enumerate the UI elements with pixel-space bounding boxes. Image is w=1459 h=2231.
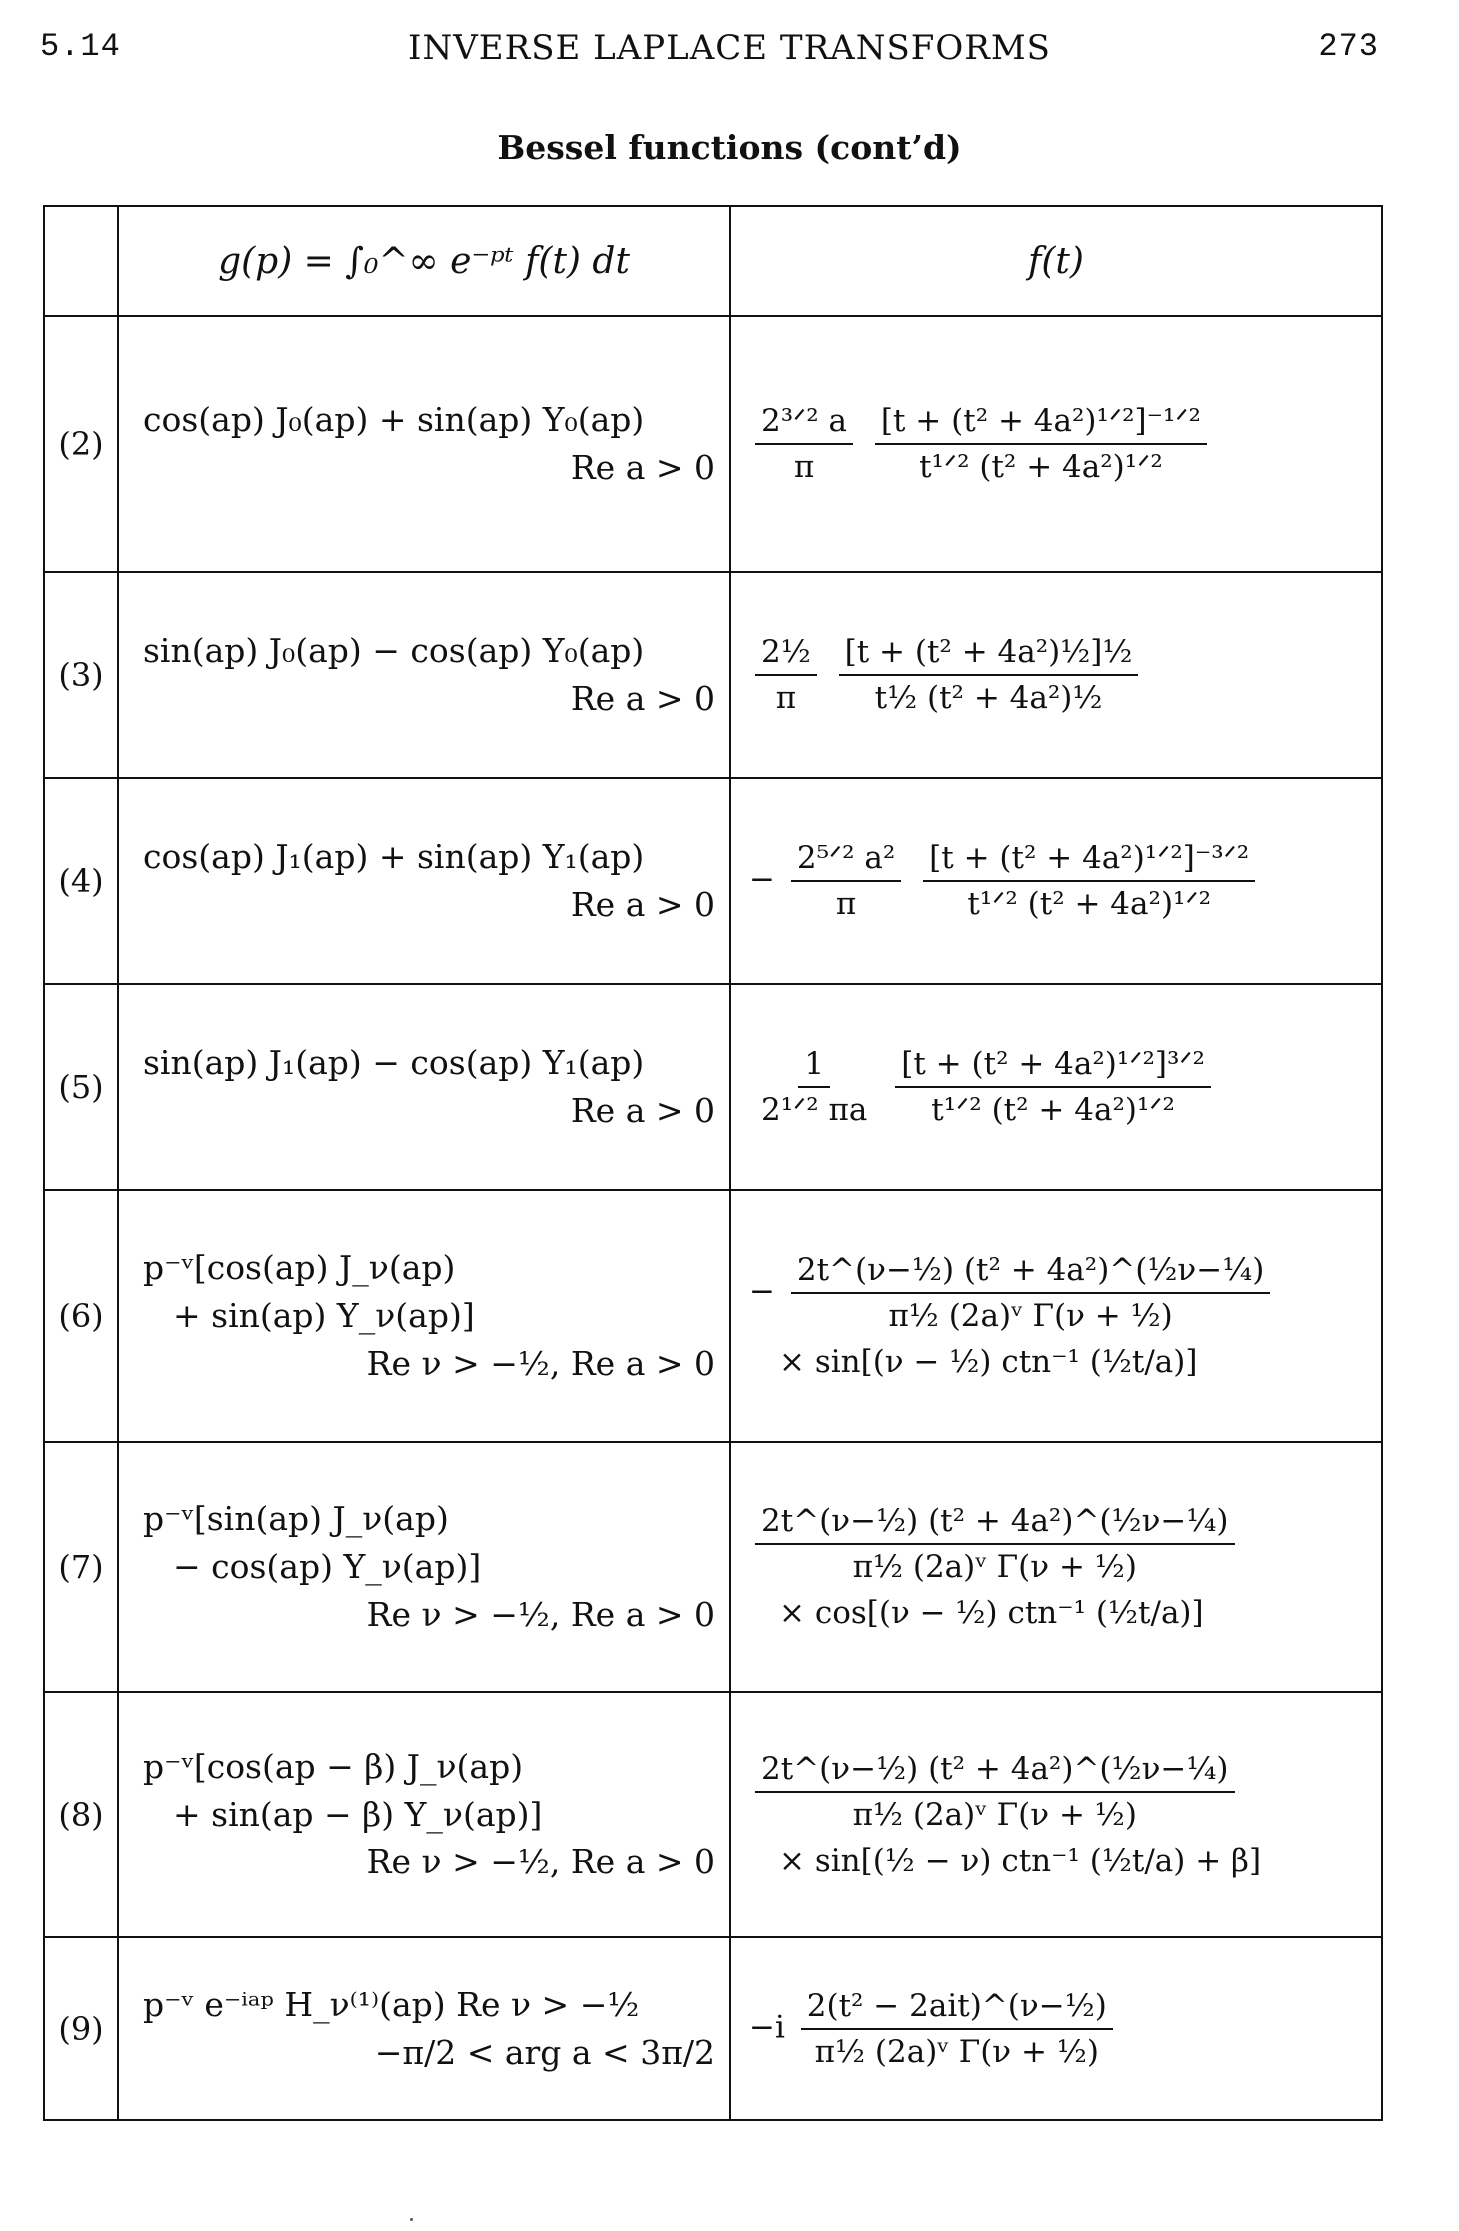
transform-table [43, 205, 1383, 2121]
print-speck [410, 2218, 413, 2221]
header-f-of-t: f(t) [730, 206, 1382, 316]
f-extra-factor: × sin[(½ − ν) ctn⁻¹ (½t/a) + β] [779, 1842, 1262, 1879]
table-row [44, 316, 1382, 572]
g-condition: Re a > 0 [570, 885, 715, 924]
g-cell [118, 316, 730, 572]
table-header-row [44, 206, 1382, 316]
f-coefficient [791, 840, 901, 922]
coef-denominator: π [775, 680, 797, 716]
header-g-of-p: g(p) = ∫₀^∞ e⁻ᵖᵗ f(t) dt [118, 206, 730, 316]
f-fraction [923, 840, 1255, 922]
f-coefficient [755, 634, 817, 716]
g-expression: sin(ap) J₁(ap) − cos(ap) Y₁(ap) [143, 1043, 645, 1083]
coef-numerator: 2³ᐟ² a [755, 403, 853, 445]
f-numerator: [t + (t² + 4a²)¹ᐟ²]⁻³ᐟ² [923, 840, 1255, 882]
g-condition: Re ν > −½, Re a > 0 [366, 1343, 715, 1383]
f-coefficient [755, 1046, 873, 1128]
g-condition: −π/2 < arg a < 3π/2 [374, 2032, 715, 2072]
f-cell [730, 1692, 1382, 1937]
f-denominator: π½ (2a)ᵛ Γ(ν + ½) [852, 1549, 1137, 1585]
g-condition: Re a > 0 [570, 1091, 715, 1130]
row-number: (7) [44, 1442, 118, 1692]
table-subtitle: Bessel functions (cont’d) [497, 128, 962, 167]
f-cell [730, 1442, 1382, 1692]
f-fraction [839, 634, 1139, 716]
f-denominator: t½ (t² + 4a²)½ [874, 680, 1103, 716]
g-cell [118, 1442, 730, 1692]
g-expression-continued: + sin(ap − β) Y_ν(ap)] [173, 1794, 543, 1834]
f-numerator: 2t^(ν−½) (t² + 4a²)^(½ν−¼) [755, 1751, 1235, 1793]
g-condition: Re a > 0 [570, 679, 715, 718]
g-cell [118, 984, 730, 1190]
f-numerator: [t + (t² + 4a²)½]½ [839, 634, 1139, 676]
page-number: 273 [1318, 28, 1379, 65]
f-fraction [791, 1252, 1271, 1334]
table-row [44, 1692, 1382, 1937]
row-number: (4) [44, 778, 118, 984]
row-number: (6) [44, 1190, 118, 1442]
row-number: (9) [44, 1937, 118, 2120]
g-expression-continued: − cos(ap) Y_ν(ap)] [173, 1547, 482, 1587]
coef-denominator: 2¹ᐟ² πa [761, 1092, 868, 1128]
f-sign: − [749, 1273, 775, 1310]
f-sign: −i [749, 2009, 785, 2045]
g-expression-continued: + sin(ap) Y_ν(ap)] [173, 1296, 475, 1336]
f-extra-factor: × sin[(ν − ½) ctn⁻¹ (½t/a)] [779, 1344, 1198, 1380]
f-fraction [755, 1503, 1235, 1585]
f-denominator: π½ (2a)ᵛ Γ(ν + ½) [814, 2033, 1099, 2070]
f-sign: − [749, 861, 775, 898]
f-cell [730, 1937, 1382, 2120]
f-cell [730, 316, 1382, 572]
g-expression: cos(ap) J₁(ap) + sin(ap) Y₁(ap) [143, 837, 645, 877]
f-extra-factor: × cos[(ν − ½) ctn⁻¹ (½t/a)] [779, 1595, 1204, 1631]
f-denominator: π½ (2a)ᵛ Γ(ν + ½) [888, 1298, 1173, 1334]
running-title: INVERSE LAPLACE TRANSFORMS [408, 28, 1051, 68]
section-number: 5.14 [40, 28, 121, 65]
f-numerator: 2t^(ν−½) (t² + 4a²)^(½ν−¼) [755, 1503, 1235, 1545]
g-expression: p⁻ᵛ[cos(ap − β) J_ν(ap) [143, 1746, 524, 1786]
g-cell [118, 1190, 730, 1442]
g-expression: cos(ap) J₀(ap) + sin(ap) Y₀(ap) [143, 400, 645, 440]
f-denominator: t¹ᐟ² (t² + 4a²)¹ᐟ² [931, 1092, 1175, 1128]
g-expression: p⁻ᵛ[sin(ap) J_ν(ap) [143, 1499, 449, 1539]
f-denominator: π½ (2a)ᵛ Γ(ν + ½) [852, 1796, 1137, 1833]
coef-numerator: 1 [798, 1046, 830, 1088]
table-row [44, 572, 1382, 778]
g-cell [118, 572, 730, 778]
g-condition: Re a > 0 [570, 448, 715, 487]
g-condition: Re ν > −½, Re a > 0 [366, 1842, 715, 1882]
f-fraction [875, 403, 1207, 485]
g-expression: p⁻ᵛ e⁻ⁱᵃᵖ H_ν⁽¹⁾(ap) Re ν > −½ [143, 1984, 640, 2024]
row-number: (8) [44, 1692, 118, 1937]
g-cell [118, 1692, 730, 1937]
f-numerator: [t + (t² + 4a²)¹ᐟ²]³ᐟ² [895, 1046, 1211, 1088]
header-empty-cell [44, 206, 118, 316]
row-number: (3) [44, 572, 118, 778]
g-expression: sin(ap) J₀(ap) − cos(ap) Y₀(ap) [143, 631, 645, 671]
f-fraction [801, 1988, 1113, 2070]
f-cell [730, 778, 1382, 984]
coef-denominator: π [835, 886, 857, 922]
table-row [44, 1190, 1382, 1442]
table-row [44, 1937, 1382, 2120]
coef-numerator: 2½ [755, 634, 817, 676]
row-number: (2) [44, 316, 118, 572]
g-expression: p⁻ᵛ[cos(ap) J_ν(ap) [143, 1248, 456, 1288]
f-coefficient [755, 403, 853, 485]
g-cell [118, 1937, 730, 2120]
g-condition: Re ν > −½, Re a > 0 [366, 1594, 715, 1634]
f-numerator: 2t^(ν−½) (t² + 4a²)^(½ν−¼) [791, 1252, 1271, 1294]
table-row [44, 984, 1382, 1190]
f-fraction [895, 1046, 1211, 1128]
f-cell [730, 572, 1382, 778]
g-cell [118, 778, 730, 984]
table-row [44, 1442, 1382, 1692]
f-cell [730, 1190, 1382, 1442]
f-denominator: t¹ᐟ² (t² + 4a²)¹ᐟ² [919, 449, 1163, 485]
f-numerator: [t + (t² + 4a²)¹ᐟ²]⁻¹ᐟ² [875, 403, 1207, 445]
f-numerator: 2(t² − 2ait)^(ν−½) [801, 1988, 1113, 2030]
row-number: (5) [44, 984, 118, 1190]
f-fraction [755, 1751, 1235, 1833]
f-denominator: t¹ᐟ² (t² + 4a²)¹ᐟ² [967, 886, 1212, 922]
coef-denominator: π [793, 449, 815, 485]
f-cell [730, 984, 1382, 1190]
coef-numerator: 2⁵ᐟ² a² [791, 840, 901, 882]
table-row [44, 778, 1382, 984]
